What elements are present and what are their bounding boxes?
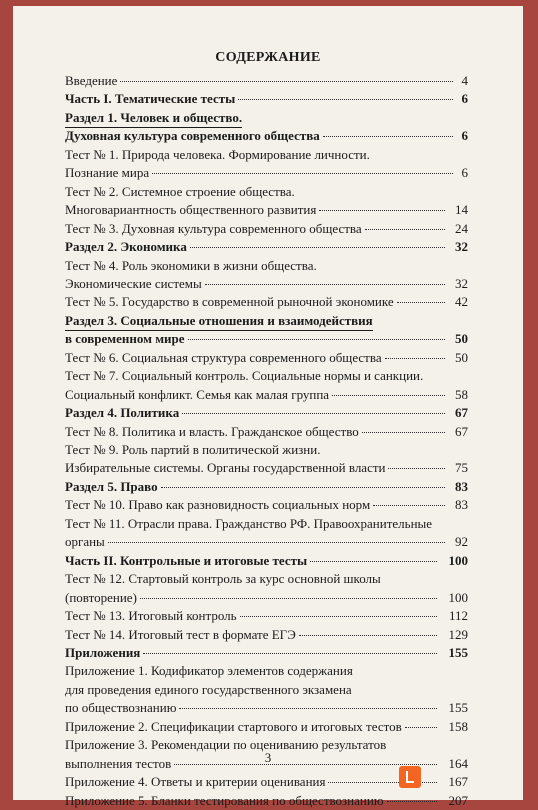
toc-entry [13,533,523,551]
toc-entry-page: 67 [455,423,468,439]
dot-leader [323,135,453,137]
toc-entry-title: Тест № 14. Итоговый тест в формате ЕГЭ [65,626,296,642]
toc-entry [13,496,523,514]
toc-entry-page: 167 [448,774,468,790]
toc-entry-title: Тест № 10. Право как разновидность социальных норм [65,497,371,513]
toc-entry [13,570,523,588]
toc-entry-title: Часть I. Тематические тесты [65,91,236,107]
toc-entry-title: Приложение 4. Ответы и критерии оценивания [65,774,326,790]
dot-leader [188,338,445,340]
dot-leader [205,283,445,285]
toc-entry-title: Тест № 13. Итоговый контроль [65,608,237,624]
toc-entry-page: 6 [461,128,468,144]
toc-entry-page: 100 [448,589,468,605]
table-of-contents [13,6,523,808]
toc-entry-page: 75 [455,460,468,476]
toc-entry-title: Многовариантность общественного развития [65,202,317,218]
toc-entry [13,552,523,570]
toc-entry [13,404,523,422]
toc-entry [13,626,523,644]
toc-entry [13,275,523,293]
dot-leader [179,707,437,709]
toc-entry-page: 100 [448,552,468,568]
toc-entry-title: Раздел 3. Социальные отношения и взаимодействия [65,312,373,331]
toc-entry-page: 6 [461,91,468,107]
toc-entry-title: в современном мире [65,331,185,347]
page-number: 3 [264,750,272,765]
toc-entry-page: 164 [448,755,468,771]
toc-entry [13,90,523,108]
toc-entry-title: Социальный конфликт. Семья как малая группа [65,386,330,402]
toc-entry-page: 155 [448,700,468,716]
toc-entry [13,459,523,477]
toc-entry [13,773,523,791]
toc-entry-page: 83 [455,497,468,513]
toc-entry-title: Введение [65,73,118,88]
toc-entry [13,662,523,680]
dot-leader [310,560,437,562]
toc-entry [13,257,523,275]
toc-entry [13,423,523,441]
toc-entry-page: 42 [455,294,468,310]
toc-entry-title: органы [65,534,105,550]
toc-entry [13,349,523,367]
toc-entry [13,238,523,256]
toc-entry [13,589,523,607]
toc-entry-title: Приложения [65,644,141,660]
toc-entry [13,220,523,238]
toc-entry [13,183,523,201]
toc-entry [13,164,523,182]
dot-leader [238,98,453,100]
toc-entry-title: Тест № 4. Роль экономики в жизни общества. [65,257,317,273]
toc-entry [13,792,523,810]
dot-leader [190,246,445,248]
toc-entry-title: Часть II. Контрольные и итоговые тесты [65,552,308,568]
toc-entry-page: 112 [448,608,468,624]
dot-leader [397,301,445,303]
toc-entry-page: 50 [455,331,468,347]
toc-entry-title: по обществознанию [65,700,177,716]
toc-entry-title: Приложение 5. Бланки тестирования по обществознанию [65,792,384,808]
toc-entry [13,515,523,533]
toc-entry [13,718,523,736]
toc-entry-title: Тест № 1. Природа человека. Формирование личности. [65,146,370,162]
toc-entry [13,441,523,459]
toc-entry [13,330,523,348]
toc-entry-title: Раздел 4. Политика [65,405,180,421]
toc-entry-title: Раздел 1. Человек и общество. [65,109,242,128]
toc-entry-title: (повторение) [65,589,137,605]
toc-entry-title: Тест № 5. Государство в современной рыночной экономике [65,294,394,310]
toc-entry-title: выполнения тестов [65,755,172,771]
toc-entry-page: 155 [448,644,468,660]
toc-entry-page: 50 [455,349,468,365]
dot-leader [240,615,437,617]
dot-leader [152,172,453,174]
toc-entry [13,201,523,219]
toc-entry-page: 4 [461,73,468,88]
toc-entry-title: Тест № 6. Социальная структура современного общества [65,349,382,365]
toc-entry-title: Раздел 5. Право [65,478,158,494]
toc-entry-page: 14 [455,202,468,218]
dot-leader [108,541,445,543]
toc-entry-title: Тест № 12. Стартовый контроль за курс основной школы [65,571,381,587]
toc-entry [13,699,523,717]
dot-leader [120,80,453,82]
toc-entry [13,367,523,385]
toc-entry [13,127,523,145]
toc-entry [13,607,523,625]
toc-entry-title: Тест № 11. Отрасли права. Гражданство РФ. Правоохранительные [65,515,433,531]
dot-leader [362,431,445,433]
dot-leader [319,209,445,211]
dot-leader [405,726,437,728]
toc-entry [13,109,523,127]
toc-entry-title: Раздел 2. Экономика [65,239,187,255]
dot-leader [365,228,445,230]
toc-entry-title: Приложение 1. Кодификатор элементов содержания [65,663,353,679]
toc-entry [13,478,523,496]
toc-entry-page: 207 [448,792,468,808]
toc-entry-page: 58 [455,386,468,402]
toc-entry-page: 32 [455,275,468,291]
toc-entry-title: Тест № 8. Политика и власть. Гражданское общество [65,423,359,439]
toc-entry-title: Избирательные системы. Органы государственной власти [65,460,386,476]
toc-entry [13,681,523,699]
toc-entry-title: Тест № 9. Роль партий в политической жизни. [65,442,321,457]
dot-leader [161,486,445,488]
toc-entry [13,293,523,311]
dot-leader [182,412,445,414]
dot-leader [332,394,445,396]
toc-entry [13,312,523,330]
toc-entry-page: 24 [455,220,468,236]
toc-entry-title: Тест № 2. Системное строение общества. [65,183,295,199]
toc-entry-page: 32 [455,239,468,255]
toc-entry-title: Познание мира [65,165,150,181]
toc-entry-page: 83 [455,478,468,494]
toc-entry-page: 92 [455,534,468,550]
toc-entry [13,386,523,404]
toc-entry-page: 67 [455,405,468,421]
dot-leader [373,504,445,506]
toc-entry-title: Тест № 7. Социальный контроль. Социальные нормы и санкции. [65,368,424,384]
toc-entry-title: Тест № 3. Духовная культура современного общества [65,220,362,236]
toc-entry-title: для проведения единого государственного экзамена [65,681,352,697]
toc-entry-title: Приложение 3. Рекомендации по оцениванию результатов [65,737,387,753]
toc-entry-title: Духовная культура современного общества [65,128,320,144]
page-title: СОДЕРЖАНИЕ [215,50,321,65]
toc-entry-page: 158 [448,718,468,734]
toc-entry-title: Экономические системы [65,275,202,291]
dot-leader [140,597,437,599]
toc-entry [13,644,523,662]
toc-entry [13,146,523,164]
dot-leader [385,357,445,359]
toc-entry [13,72,523,90]
litres-logo-icon [399,766,421,788]
toc-entry-page: 129 [448,626,468,642]
dot-leader [299,634,437,636]
toc-entry-page: 6 [461,165,468,181]
book-page [13,6,523,808]
dot-leader [388,467,445,469]
dot-leader [143,652,437,654]
toc-entry-title: Приложение 2. Спецификации стартового и итоговых тестов [65,718,402,734]
